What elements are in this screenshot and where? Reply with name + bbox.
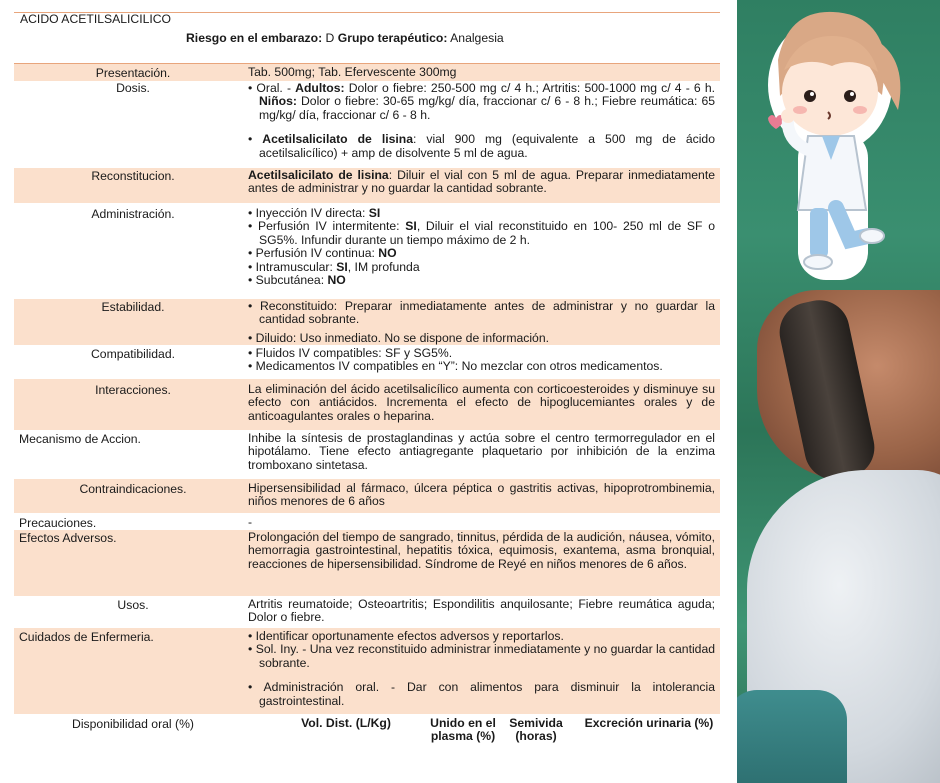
sleeve-shape — [737, 690, 847, 783]
value-efectos-adversos: Prolongación del tiempo de sangrado, tinnitus, pérdida de la audición, náusea, vómito, hemorragia gastrointestinal, hepatitis tóxica, equimosis, exantema, asma bronquial, reacciones de hipersensibilidad. Síndrome de Reyé en niños menores de 6 años. — [248, 530, 715, 571]
cuidados-item-3: Administración oral. - Dar con alimentos para disminuir la intolerancia gastrointestinal. — [259, 680, 715, 708]
compatibilidad-item-2: Medicamentos IV compatibles en “Y”: No mezclar con otros medicamentos. — [255, 359, 663, 374]
admin-perf-int: Perfusión IV intermitente: — [258, 219, 406, 234]
estabilidad-item-1: Reconstituido: Preparar inmediatamente antes de administrar y no guardar la cantidad sobrante. — [259, 299, 716, 327]
label-presentacion: Presentación. — [95, 66, 171, 80]
dosis-lisina-text: : vial 900 mg (equivalente a 500 mg de ácido acetilsalicílico) + amp de disolvente 5 ml de agua. — [259, 132, 715, 160]
cartoon-nurse-sticker — [758, 0, 908, 300]
pk-col-semivida: Semivida (horas) — [509, 716, 563, 744]
row-efectos-adversos — [14, 530, 720, 596]
admin-im-text: , IM profunda — [347, 259, 420, 274]
value-dosis: • Oral. - Adultos: Dolor o fiebre: 250-500 mg c/ 4 h.; Artritis: 500-1000 mg c/ 4 - 6 h. Niños: Dolor o fiebre: 30-65 mg/kg/ día, fraccionar c/ 6 - 8 h.; Fiebre reumática: 65 mg/kg/ día, fraccionar c/ 6 - 8 h. • Acetilsalicilato de lisina: vial 900 mg (equivalente a 500 mg de ácido acetilsalicílico) + amp de disolvente 5 ml de agua. — [248, 81, 715, 160]
value-usos: Artritis reumatoide; Osteoartritis; Espondilitis anquilosante; Fiebre reumática aguda; Dolor o fiebre. — [248, 597, 715, 625]
admin-perf-int-val: SI — [405, 219, 417, 234]
group-label: Grupo terapéutico: — [337, 31, 448, 45]
label-administracion: Administración. — [91, 207, 175, 221]
pk-table-header — [14, 714, 720, 783]
row-presentacion — [14, 63, 720, 81]
admin-sc: Subcutánea: — [255, 273, 328, 288]
label-interacciones: Interacciones. — [95, 383, 171, 397]
compatibilidad-item-1: Fluidos IV compatibles: SF y SG5%. — [255, 346, 453, 360]
admin-sc-val: NO — [327, 273, 346, 288]
row-dosis — [14, 80, 720, 168]
value-contraindicaciones: Hipersensibilidad al fármaco, úlcera péptica o gastritis activas, hipoprotrombinemia, niños menores de 6 años — [248, 481, 715, 509]
pk-col-disponibilidad: Disponibilidad oral (%) — [72, 717, 194, 731]
row-compatibilidad — [14, 345, 720, 379]
label-efectos-adversos: Efectos Adversos. — [19, 531, 117, 545]
row-reconstitucion — [14, 168, 720, 203]
value-precauciones: - — [248, 515, 253, 529]
label-compatibilidad: Compatibilidad. — [90, 347, 175, 361]
risk-label: Riesgo en el embarazo: — [186, 31, 323, 45]
dosis-ninos-text: Dolor o fiebre: 30-65 mg/kg/ día, fraccionar c/ 6 - 8 h.; Fiebre reumática: 65 mg/kg/ día, fraccionar c/ 6 - 8 h. — [259, 94, 715, 122]
pk-col-vol-dist: Vol. Dist. (L/Kg) — [301, 716, 391, 730]
row-administracion — [14, 203, 720, 299]
row-cuidados — [14, 628, 720, 714]
pk-col-unido-plasma: Unido en el plasma (%) — [430, 716, 496, 744]
admin-im-val: SI — [336, 259, 348, 274]
header-subtitle — [186, 31, 504, 45]
value-administracion: • Inyección IV directa: SI • Perfusión IV intermitente: SI, Diluir el vial reconstituido en 100- 250 ml de SF o SG5%. Infundir durante un tiempo máximo de 2 h. • Perfusión IV continua: NO • Intramuscular: SI, IM profunda • Subcutánea: NO — [248, 206, 715, 288]
label-estabilidad: Estabilidad. — [101, 300, 165, 314]
label-dosis: Dosis. — [116, 81, 150, 95]
row-mecanismo — [14, 430, 720, 479]
admin-iv-directa-val: SI — [368, 206, 381, 220]
value-mecanismo: Inhibe la síntesis de prostaglandinas y actúa sobre el centro termorregulador en el hipotálamo. Tiene efecto antiagregante plaquetario por inhibición de la enzima tromboxano sintetasa. — [248, 431, 715, 472]
dosis-adultos-text: Dolor o fiebre: 250-500 mg c/ 4 h.; Artritis: 500-1000 mg c/ 4 - 6 h. — [344, 81, 715, 95]
dosis-ninos-label: Niños: — [259, 94, 297, 109]
value-presentacion: Tab. 500mg; Tab. Efervescente 300mg — [248, 65, 457, 79]
label-mecanismo: Mecanismo de Accion. — [19, 432, 141, 446]
cuidados-item-2: Sol. Iny. - Una vez reconstituido administrar inmediatamente y no guardar la cantidad sobrante. — [255, 642, 716, 670]
row-estabilidad — [14, 299, 720, 345]
value-reconstitucion — [248, 169, 715, 196]
label-usos: Usos. — [117, 598, 149, 612]
dosis-lisina-label: Acetilsalicilato de lisina — [262, 132, 413, 147]
label-reconstitucion: Reconstitucion. — [91, 169, 175, 183]
row-contraindicaciones — [14, 479, 720, 513]
value-cuidados: • Identificar oportunamente efectos adversos y reportarlos. • Sol. Iny. - Una vez reconstituido administrar inmediatamente y no guardar la cantidad sobrante. • Administración oral. - Dar con alimentos para disminuir la intolerancia gastrointestinal. — [248, 629, 716, 708]
drug-title: ACIDO ACETILSALICILICO — [20, 12, 172, 26]
reconstitucion-text: : Diluir el vial con 5 ml de agua. Preparar inmediatamente antes de administrar y no guardar la cantidad sobrante. — [248, 168, 715, 196]
risk-value: D — [325, 31, 335, 45]
cuidados-item-1: Identificar oportunamente efectos adversos y reportarlos. — [255, 629, 564, 643]
value-compatibilidad: • Fluidos IV compatibles: SF y SG5%. • Medicamentos IV compatibles en “Y”: No mezclar con otros medicamentos. — [248, 346, 663, 374]
admin-im: Intramuscular: — [255, 259, 337, 274]
admin-perf-cont-val: NO — [378, 246, 397, 261]
row-usos — [14, 596, 720, 628]
row-precauciones — [14, 513, 720, 530]
reconstitucion-bold: Acetilsalicilato de lisina — [248, 168, 389, 182]
value-estabilidad: • Reconstituido: Preparar inmediatamente antes de administrar y no guardar la cantidad sobrante. • Diluido: Uso inmediato. No se dispone de información. — [248, 299, 716, 345]
label-contraindicaciones: Contraindicaciones. — [79, 482, 187, 496]
pk-col-excrecion: Excreción urinaria (%) — [584, 716, 714, 730]
dosis-adultos-label: Adultos: — [295, 81, 345, 95]
label-cuidados: Cuidados de Enfermeria. — [19, 630, 154, 644]
admin-iv-directa: Inyección IV directa: — [255, 206, 369, 220]
label-precauciones: Precauciones. — [19, 516, 97, 530]
row-interacciones — [14, 379, 720, 430]
estabilidad-item-2: Diluido: Uso inmediato. No se dispone de información. — [255, 330, 549, 345]
admin-perf-cont: Perfusión IV continua: — [255, 246, 379, 261]
group-value: Analgesia — [450, 31, 504, 45]
admin-perf-int-text: , Diluir el vial reconstituido en 100- 250 ml de SF o SG5%. Infundir durante un tiempo máximo de 2 h. — [259, 219, 715, 247]
value-interacciones: La eliminación del ácido acetilsalicílico aumenta con corticoesteroides y disminuye su efecto con antiácidos. Incrementa el efecto de hipoglucemiantes orales y de anticoagulantes orales o heparina. — [248, 382, 715, 423]
dosis-oral-prefix: Oral. - — [256, 81, 296, 95]
